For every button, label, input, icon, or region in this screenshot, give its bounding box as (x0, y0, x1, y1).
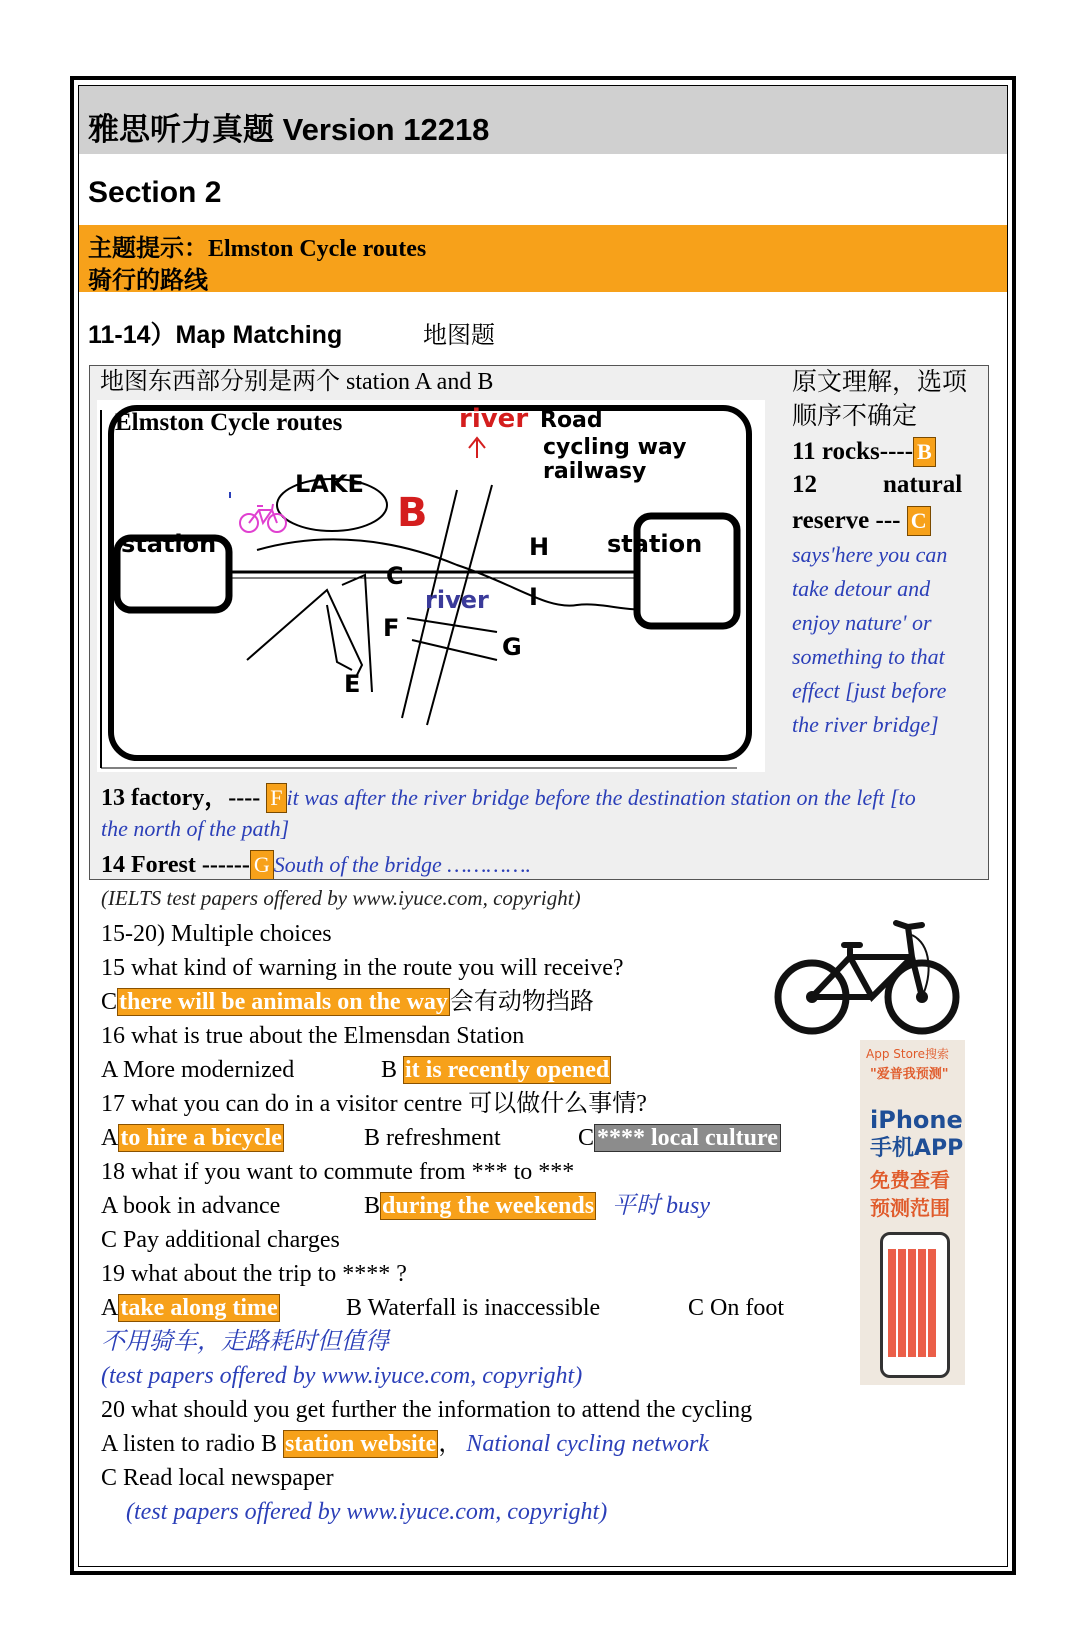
q12-note-6: the river bridge] (792, 712, 939, 737)
q12-note-4: something to that (792, 644, 945, 669)
ad-line-6: 预测范围 (870, 1196, 950, 1220)
q11-answer: B (913, 437, 936, 467)
q15-answer: there will be animals on the way (119, 989, 448, 1015)
route-map (97, 400, 765, 772)
q18-option-a: A book in advance (101, 1193, 281, 1219)
map-legend-cycling: cycling way (543, 435, 687, 460)
q19-question: 19 what about the trip to **** ? (101, 1261, 407, 1287)
map-letter-h: H (529, 533, 550, 561)
q14-note: South of the bridge …………. (273, 852, 532, 877)
bicycle-illustration (772, 905, 964, 1035)
map-lake-label: LAKE (295, 470, 364, 498)
q13-note-a: it was after the river bridge before the destination station on the left [to (286, 785, 916, 810)
map-river-label: river (425, 586, 489, 614)
q12-note-1: says'here you can (792, 542, 948, 567)
q13-label: 13 factory，---- (101, 785, 261, 811)
q18-option-c: C Pay additional charges (101, 1227, 340, 1253)
map-legend-road: Road (540, 408, 603, 433)
q20-option-c: C Read local newspaper (101, 1465, 334, 1491)
q12-label-b: natural (883, 471, 963, 498)
q18-question: 18 what if you want to commute from *** to *** (101, 1159, 575, 1185)
notes-line-1: 原文理解，选项 (792, 369, 968, 396)
ad-line-4: 手机APP (870, 1136, 964, 1161)
map-station-left-label: station (121, 530, 217, 558)
q17-answer: to hire a bicycle (120, 1125, 282, 1151)
q16-answer: it is recently opened (405, 1057, 610, 1083)
map-letter-f: F (383, 614, 400, 642)
map-legend-river: river (459, 404, 529, 434)
q15-answer-line: Cthere will be animals on the way会有动物挡路 (101, 989, 594, 1015)
q20-answer: station website (285, 1431, 437, 1457)
app-advertisement[interactable] (860, 1040, 965, 1385)
q19-note: 不用骑车，走路耗时但值得 (101, 1329, 389, 1355)
q17-option-c-highlight: **** local culture (594, 1124, 781, 1152)
q15-question: 15 what kind of warning in the route you will receive? (101, 955, 624, 981)
q13-note-b: the north of the path] (101, 816, 290, 841)
q18-note: 平时 busy (612, 1193, 711, 1219)
q15-note: 会有动物挡路 (449, 989, 594, 1015)
q20-question: 20 what should you get further the information to attend the cycling (101, 1397, 753, 1423)
q19-answer: take along time (120, 1295, 278, 1321)
q13-line (101, 783, 916, 813)
map-letter-c: C (386, 562, 404, 590)
q12-note-5: effect [just before (792, 678, 947, 703)
map-matching-heading-cn: 地图题 (423, 323, 495, 349)
q12-answer: C (907, 506, 931, 536)
q14-answer: G (250, 850, 274, 880)
q19-option-c: C On foot (688, 1295, 784, 1321)
q14-label: 14 Forest ------ (101, 852, 250, 878)
ad-line-2: "爱普我预测" (870, 1067, 949, 1082)
theme-line-1: 主题提示：Elmston Cycle routes (88, 236, 427, 262)
q16-option-a: A More modernized (101, 1057, 295, 1083)
copyright-1: (IELTS test papers offered by www.iyuce.com, copyright) (101, 886, 581, 910)
q13-answer: F (266, 783, 286, 813)
q18-answer: during the weekends (382, 1193, 595, 1219)
q14-line (101, 850, 531, 880)
copyright-2: (test papers offered by www.iyuce.com, copyright) (101, 1363, 583, 1389)
page-title: 雅思听力真题 Version 12218 (88, 112, 490, 147)
mc-heading: 15-20) Multiple choices (101, 921, 332, 947)
q17-question-line: 17 what you can do in a visitor centre 可以做什么事情? (101, 1091, 647, 1117)
map-letter-g: G (502, 633, 522, 661)
map-letter-b: B (397, 490, 428, 536)
q18-answer-line: Bduring the weekends 平时 busy (364, 1193, 711, 1219)
theme-line-2: 骑行的路线 (88, 268, 208, 294)
map-matching-heading: 11-14）Map Matching (88, 321, 343, 349)
map-title: Elmston Cycle routes (115, 409, 343, 436)
map-legend-railway: railwasy (543, 459, 647, 484)
q20-note: National cycling network (466, 1431, 709, 1457)
q17-option-b: B refreshment (364, 1125, 501, 1151)
q12-note-2: take detour and (792, 576, 931, 601)
ad-line-3: iPhone (870, 1106, 963, 1134)
map-letter-i: I (529, 583, 538, 611)
q12-note-3: enjoy nature' or (792, 610, 932, 635)
map-caption: 地图东西部分别是两个 station A and B (100, 369, 494, 395)
ad-line-5: 免费查看 (870, 1168, 950, 1192)
phone-icon (880, 1232, 950, 1378)
notes-line-2: 顺序不确定 (792, 403, 918, 430)
map-letter-e: E (344, 670, 361, 698)
section-heading: Section 2 (88, 176, 222, 209)
q17-answer-line: Ato hire a bicycle (101, 1125, 282, 1151)
q12-label-c: reserve --- C (792, 506, 931, 536)
q12-label-a: 12 (792, 471, 817, 498)
q11-label: 11 rocks---- B (792, 437, 936, 467)
copyright-3: (test papers offered by www.iyuce.com, copyright) (126, 1499, 608, 1525)
q17-option-c: C **** local culture (578, 1126, 781, 1150)
q19-option-b: B Waterfall is inaccessible (346, 1295, 601, 1321)
ad-line-1: App Store搜索 (866, 1047, 949, 1061)
map-station-right-label: station (607, 530, 703, 558)
q20-answer-line: A listen to radio B station website， National cycling network (101, 1431, 709, 1457)
q19-answer-line: Atake along time (101, 1295, 278, 1321)
q16-answer-line: B it is recently opened (381, 1057, 610, 1083)
q16-question: 16 what is true about the Elmensdan Station (101, 1023, 525, 1049)
divider (89, 879, 989, 880)
